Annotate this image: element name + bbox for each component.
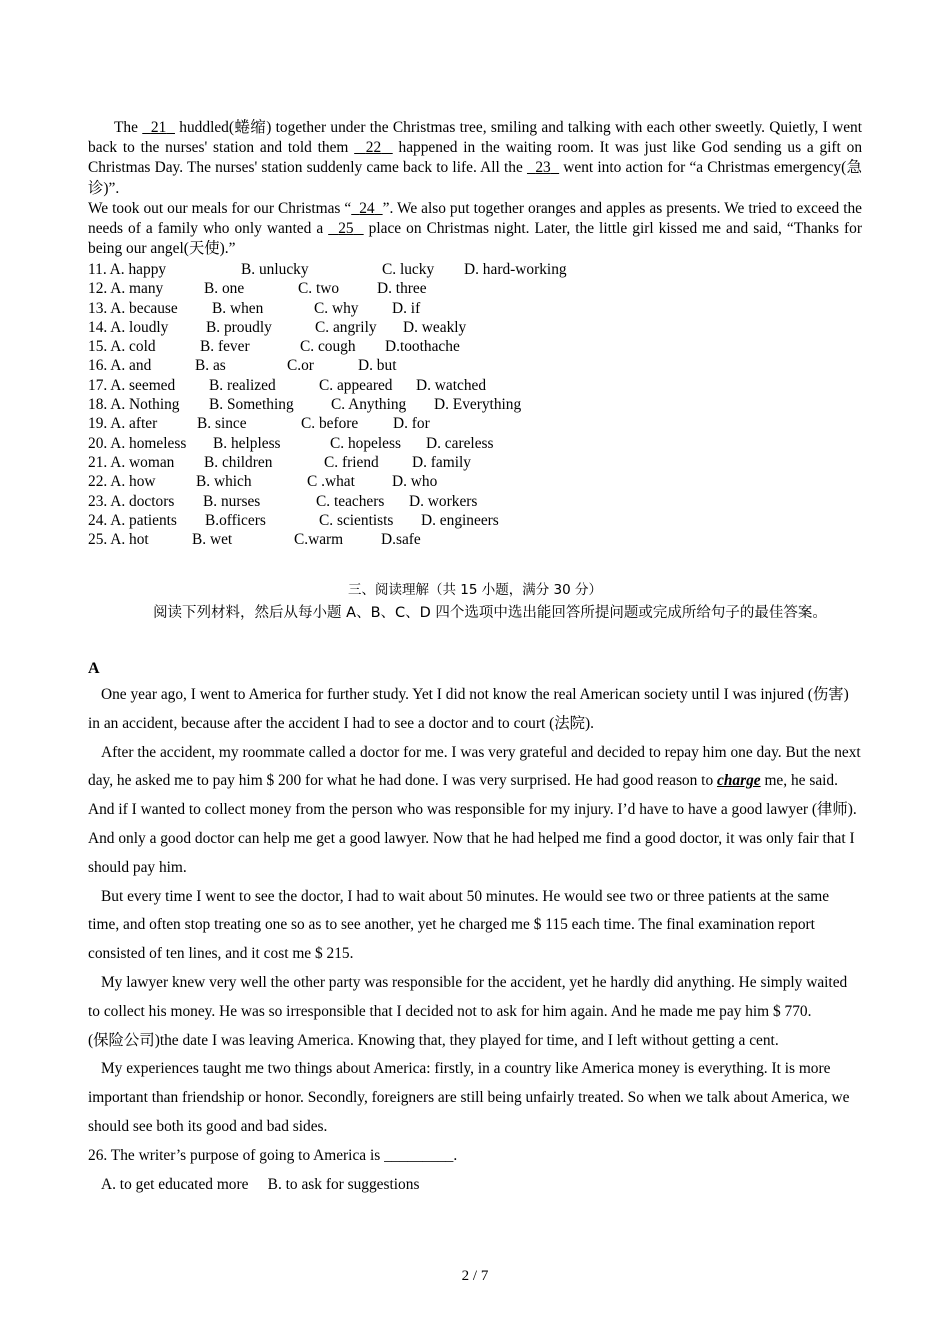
cloze-passage xyxy=(88,118,862,259)
option-a: 22. A. how xyxy=(88,473,156,491)
page-number: 2 / 7 xyxy=(461,1268,489,1284)
option-a: 23. A. doctors xyxy=(88,492,175,510)
text: huddled(蜷缩) together under the Christmas tree, smiling and talking with each other sweetly. Quietly, I went back to the nurses' station and told them xyxy=(88,119,863,157)
option-b: B. one xyxy=(204,280,245,298)
reading-paragraph-5: (保险公司)the date I was leaving America. Knowing that, they played for time, and I left without getting a cent. xyxy=(88,1031,779,1049)
option-c: C.or xyxy=(287,357,314,375)
text: We took out our meals for our Christmas “ xyxy=(88,199,352,217)
blank-21 xyxy=(142,119,175,136)
text: happened in the waiting room. It was just like God sending us a gift on Christmas Day. The nurses' station suddenly came back to life. All the xyxy=(88,139,863,177)
option-d: D. family xyxy=(412,453,471,471)
section-instruction: 阅读下列材料，然后从每小题 A、B、C、D 四个选项中选出能回答所提问题或完成所给句子的最佳答案。 xyxy=(153,605,827,621)
option-b: B. Something xyxy=(209,396,294,414)
option-a: 18. A. Nothing xyxy=(88,396,180,414)
option-c: C .what xyxy=(307,473,355,491)
option-c: C. friend xyxy=(324,453,379,471)
cloze-paragraph-2 xyxy=(88,199,862,260)
option-d: D. who xyxy=(392,473,438,491)
option-a: 11. A. happy xyxy=(88,261,167,278)
option-c: C. hopeless xyxy=(330,434,401,452)
text: went into action for “a Christmas emergency(急诊)”. xyxy=(88,159,862,197)
text: The xyxy=(114,119,143,136)
option-d: D.toothache xyxy=(385,338,460,356)
blank-23 xyxy=(527,159,559,176)
option-d: D. for xyxy=(393,415,430,433)
option-c: C. lucky xyxy=(382,261,435,278)
blank-22 xyxy=(354,139,393,156)
option-c: C.warm xyxy=(294,531,344,549)
option-b: B. proudly xyxy=(206,318,272,336)
option-a: 19. A. after xyxy=(88,415,158,433)
question-26-options: A. to get educated more B. to ask for suggestions xyxy=(101,1175,420,1193)
option-b: B. children xyxy=(204,453,273,471)
option-a: 12. A. many xyxy=(88,280,164,298)
option-b: B. helpless xyxy=(213,434,281,452)
option-b: B. unlucky xyxy=(241,261,309,278)
section-title: 三、阅读理解（共 15 小题，满分 30 分） xyxy=(347,582,603,598)
reading-paragraph-3: But every time I went to see the doctor, I had to wait about 50 minutes. He would see two or three patients at the same time, and often stop treating one so as to see another, yet he charged me $ 115 each time. The final examination report consisted of ten lines, and it cost me $ 215. xyxy=(88,887,830,963)
option-d: D. careless xyxy=(426,434,494,452)
option-c: C. angrily xyxy=(315,318,377,336)
passage-label: A xyxy=(88,660,100,677)
question-26: 26. The writer’s purpose of going to America is _________. xyxy=(88,1146,458,1164)
option-a: 16. A. and xyxy=(88,357,152,375)
reading-paragraph-2 xyxy=(88,739,862,883)
option-d: D. hard-working xyxy=(464,261,567,278)
option-c: C. before xyxy=(301,415,359,433)
option-d: D. engineers xyxy=(421,511,499,529)
option-b: B. since xyxy=(197,415,247,433)
text: me, he said. And if I wanted to collect money from the person who was responsible for my injury. I’d have to have a good lawyer (律师). And only a good doctor can help me get a good lawyer. Now that he had helped me find a good doctor, it was only fair that I should pay him. xyxy=(88,772,857,876)
option-c: C. teachers xyxy=(316,492,385,510)
reading-paragraph-1: One year ago, I went to America for further study. Yet I did not know the real American society until I was injured (伤害) in an accident, because after the accident I had to see a doctor and to court (法院). xyxy=(88,686,849,732)
underlined-word: charge xyxy=(717,772,761,790)
option-d: D. three xyxy=(377,280,427,298)
option-a: 17. A. seemed xyxy=(88,376,176,394)
blank-number: 21 xyxy=(150,119,167,136)
option-d: D. if xyxy=(392,299,421,317)
option-a: 21. A. woman xyxy=(88,453,175,471)
option-b: B. realized xyxy=(209,376,276,394)
option-b: B. as xyxy=(195,357,226,375)
text: place on Christmas night. Later, the little girl kissed me and said, “Thanks for being our angel(天使).” xyxy=(88,220,862,258)
option-a: 14. A. loudly xyxy=(88,318,169,336)
text: ”. We also put together oranges and apples as presents. We tried to exceed the needs of a family who only wanted a xyxy=(88,199,862,238)
blank-25 xyxy=(328,220,363,237)
option-c: C. cough xyxy=(300,338,356,356)
reading-paragraph-4: My lawyer knew very well the other party was responsible for the accident, yet he hardly did anything. He simply waited to collect his money. He was so irresponsible that I decided not to ask for him again. And he made me pay him $ 770. xyxy=(88,973,848,1020)
cloze-paragraph-1 xyxy=(88,118,862,199)
option-a: 15. A. cold xyxy=(88,338,156,356)
option-b: B. fever xyxy=(200,338,250,356)
option-b: B. wet xyxy=(192,531,233,549)
option-c: C. why xyxy=(314,299,359,317)
option-c: C. scientists xyxy=(319,511,394,529)
option-d: D. watched xyxy=(416,376,487,394)
option-d: D. weakly xyxy=(403,318,467,336)
reading-paragraph-6: My experiences taught me two things about America: firstly, in a country like America money is everything. It is more important than friendship or honor. Secondly, foreigners are still being unfairly treated. So when we talk about America, we should see both its good and bad sides. xyxy=(88,1060,850,1135)
option-b: B. nurses xyxy=(203,492,261,510)
text: After the accident, my roommate called a doctor for me. I was very grateful and decided to repay him one day. But the next day, he asked me to pay him $ 200 for what he had done. I was very surprised. He had good reason to xyxy=(88,743,861,790)
option-b: B.officers xyxy=(205,511,266,529)
option-a: 24. A. patients xyxy=(88,511,177,529)
option-b: B. which xyxy=(196,473,252,491)
option-a: 13. A. because xyxy=(88,299,178,317)
blank-number: 24 xyxy=(359,199,375,217)
blank-number: 22 xyxy=(365,139,382,157)
option-d: D. but xyxy=(358,357,397,375)
option-c: C. Anything xyxy=(331,396,407,414)
reading-passage xyxy=(88,681,862,1199)
blank-number: 23 xyxy=(535,159,551,177)
option-d: D. Everything xyxy=(434,396,522,414)
blank-24 xyxy=(351,200,382,217)
option-a: 25. A. hot xyxy=(88,531,149,549)
option-d: D.safe xyxy=(381,531,421,549)
option-a: 20. A. homeless xyxy=(88,434,187,452)
option-d: D. workers xyxy=(409,492,478,510)
option-b: B. when xyxy=(212,299,264,317)
option-c: C. two xyxy=(298,280,340,298)
blank-number: 25 xyxy=(338,220,354,238)
option-c: C. appeared xyxy=(319,376,393,394)
